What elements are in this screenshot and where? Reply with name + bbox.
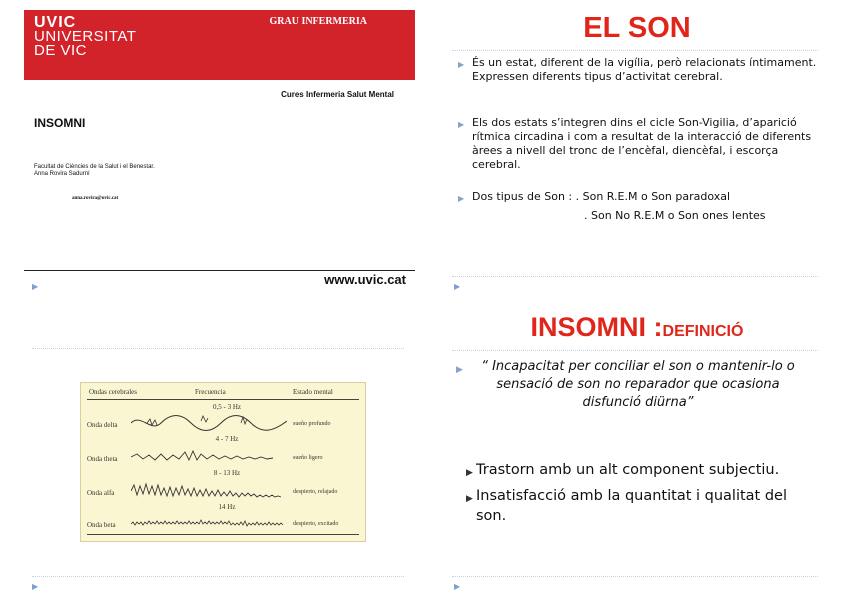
dotted-divider [32, 348, 404, 349]
dotted-divider [452, 350, 818, 351]
mental-state: sueño profundo [293, 421, 331, 427]
delta-wave [131, 411, 287, 433]
website-link[interactable]: www.uvic.cat [324, 272, 406, 287]
header-band [24, 10, 415, 80]
wave-label: Onda theta [87, 455, 118, 463]
bullet-arrow-icon: ▶ [466, 468, 473, 478]
table-rule [87, 399, 359, 400]
freq-label: 0,5 - 3 Hz [213, 403, 241, 411]
divider [24, 270, 415, 271]
brain-waves-table [80, 382, 366, 542]
dotted-divider [452, 576, 818, 577]
bullet-item: ▶ Els dos estats s’integren dins el cicle Son-Vigilia, d’aparició rítmica circadina i com a resultat de la interacció de diferents àrees a nivell del tronc de l’encèfal, diencèfal, i escorça cerebral. [458, 116, 812, 171]
table-rule [87, 534, 359, 535]
table-header: Frecuencia [195, 388, 226, 396]
dotted-divider [452, 50, 818, 51]
program-label: GRAU INFERMERIA [269, 16, 367, 27]
course-name: Cures Infermeria Salut Mental [281, 90, 394, 99]
slide-el-son [452, 8, 822, 290]
dotted-divider [452, 276, 818, 277]
slide-arrow-icon: ▶ [454, 282, 461, 291]
author-block: Facultat de Ciències de la Salut i el Benestar. Anna Rovira Sadurní [34, 164, 155, 177]
slide-arrow-icon: ▶ [32, 282, 39, 291]
bullet-arrow-icon: ▶ [458, 60, 465, 69]
wave-label: Onda alfa [87, 489, 115, 497]
bullet-arrow-icon: ▶ [458, 194, 465, 203]
slide-insomni-definicio [452, 300, 822, 592]
mental-state: despierto, excitado [293, 521, 339, 527]
dotted-divider [32, 576, 404, 577]
slide-title: EL SON [583, 12, 691, 44]
bullet-item: ▶ Dos tipus de Son : . Son R.E.M o Son paradoxal [458, 190, 818, 204]
theta-wave [131, 447, 287, 467]
freq-label: 8 - 13 Hz [213, 469, 241, 477]
author-email: anna.rovira@uvic.cat [72, 196, 119, 201]
mental-state: sueño ligero [293, 455, 323, 461]
bullet-continuation: . Son No R.E.M o Son ones lentes [584, 209, 766, 222]
bullet-item: ▶ Insatisfacció amb la quantitat i qualitat del son. [466, 488, 788, 524]
bullet-item: ▶ Trastorn amb un alt component subjectiu. [466, 460, 816, 480]
bullet-item: ▶ És un estat, diferent de la vigília, però relacionats íntimament. Expressen diferents tipus d’activitat cerebral. [458, 56, 817, 83]
slide-title: INSOMNI :DEFINICIÓ [530, 312, 744, 342]
slide-arrow-icon: ▶ [454, 582, 461, 591]
mental-state: despierto, relajado [293, 489, 338, 495]
freq-label: 14 Hz [218, 503, 236, 511]
wave-label: Onda delta [87, 421, 118, 429]
table-header: Estado mental [293, 388, 333, 396]
definition-quote: ▶ “ Incapacitat per conciliar el son o mantenir-lo o sensació de son no reparador que ocasiona disfunció diürna” [456, 359, 795, 410]
uvic-logo: UVIC UNIVERSITAT DE VIC [34, 14, 137, 59]
freq-label: 4 - 7 Hz [215, 435, 239, 443]
slide-heading: INSOMNI [34, 116, 86, 130]
bullet-arrow-icon: ▶ [466, 494, 473, 504]
table-header: Ondas cerebrales [89, 388, 138, 396]
slide-brain-waves [14, 300, 406, 592]
bullet-arrow-icon: ▶ [458, 120, 465, 129]
slide-title [14, 8, 406, 290]
wave-label: Onda beta [87, 521, 116, 529]
slide-arrow-icon: ▶ [32, 582, 39, 591]
bullet-arrow-icon: ▶ [456, 365, 463, 375]
beta-wave [131, 515, 287, 531]
alpha-wave [131, 481, 287, 501]
